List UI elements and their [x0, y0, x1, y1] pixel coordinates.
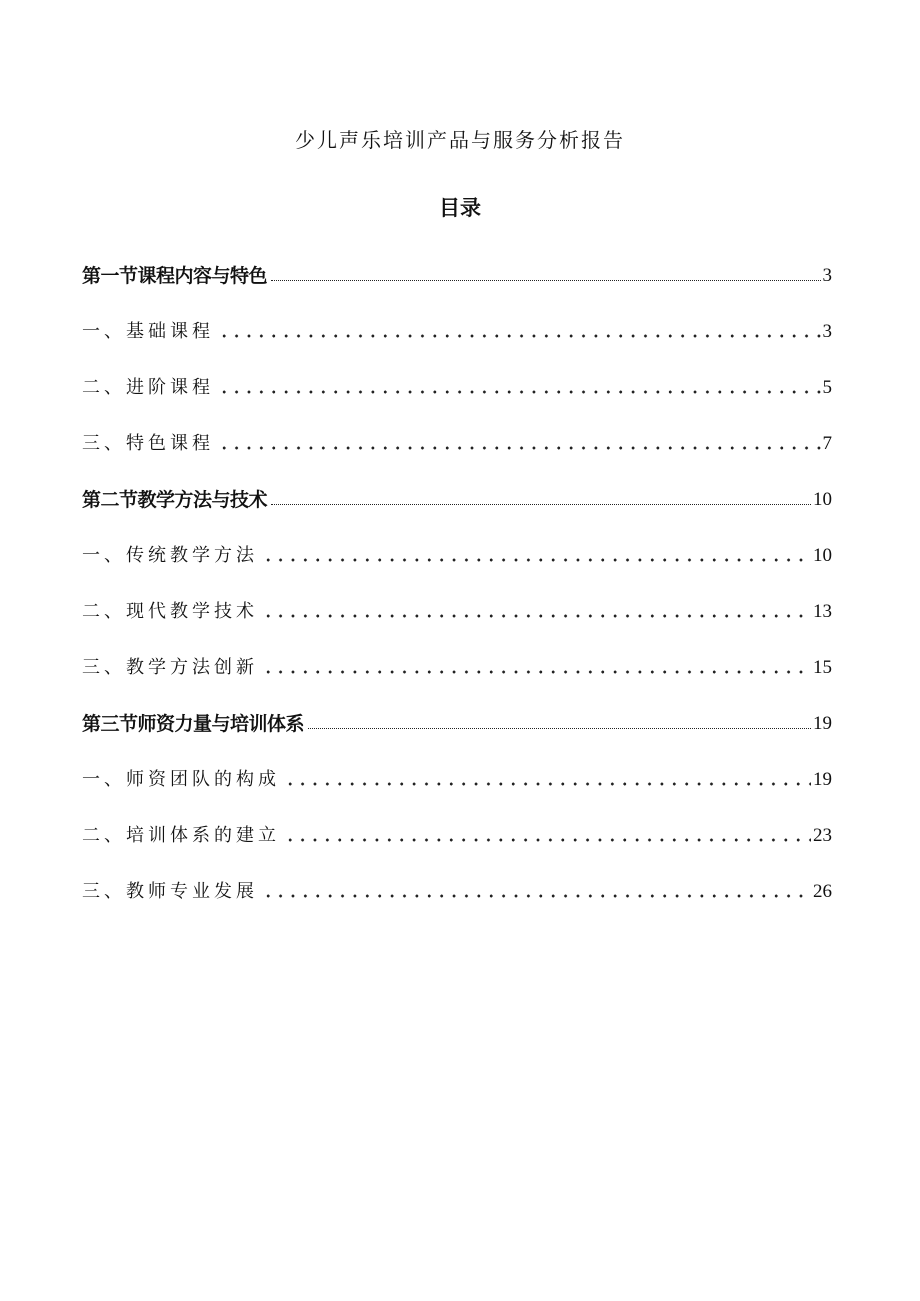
- toc-entry-label: 二、现代教学技术: [82, 601, 258, 622]
- toc-section-entry[interactable]: [82, 252, 832, 288]
- dot-leader: [262, 557, 811, 563]
- dot-leader: [262, 893, 811, 899]
- toc-entry-label: 三、教师专业发展: [82, 881, 258, 902]
- dot-leader: [262, 613, 811, 619]
- dot-leader: [218, 333, 821, 339]
- dot-leader: [262, 669, 811, 675]
- dot-leader: [218, 445, 821, 451]
- dot-leader: [284, 781, 811, 787]
- toc-entry-label: 第三节师资力量与培训体系: [82, 713, 305, 735]
- dot-leader: [284, 837, 811, 843]
- toc-page-number: 5: [822, 377, 832, 398]
- toc-entry-label: 一、基础课程: [82, 321, 214, 342]
- toc-entry-label: 第一节课程内容与特色: [82, 265, 268, 287]
- document-title: 少儿声乐培训产品与服务分析报告: [295, 128, 625, 152]
- toc-entry-label: 三、教学方法创新: [82, 657, 258, 678]
- toc-subsection-entry[interactable]: [82, 588, 832, 624]
- toc-entry-label: 一、师资团队的构成: [82, 769, 280, 790]
- toc-subsection-entry[interactable]: [82, 644, 832, 680]
- toc-heading: 目录: [439, 196, 481, 220]
- toc-subsection-entry[interactable]: [82, 868, 832, 904]
- toc-subsection-entry[interactable]: [82, 812, 832, 848]
- toc-entry-label: 三、特色课程: [82, 433, 214, 454]
- toc-page-number: 26: [813, 881, 832, 902]
- dot-leader: [218, 389, 821, 395]
- toc-subsection-entry[interactable]: [82, 532, 832, 568]
- toc-page-number: 10: [813, 489, 832, 510]
- toc-entry-label: 二、培训体系的建立: [82, 825, 280, 846]
- dot-leader: [271, 270, 820, 281]
- toc-subsection-entry[interactable]: [82, 308, 832, 344]
- toc-page-number: 3: [822, 265, 832, 286]
- dot-leader: [271, 494, 811, 505]
- toc-entry-label: 第二节教学方法与技术: [82, 489, 268, 511]
- toc-section-entry[interactable]: [82, 476, 832, 512]
- table-of-contents: [82, 252, 832, 924]
- toc-subsection-entry[interactable]: [82, 364, 832, 400]
- toc-subsection-entry[interactable]: [82, 420, 832, 456]
- toc-entry-label: 二、进阶课程: [82, 377, 214, 398]
- toc-page-number: 13: [813, 601, 832, 622]
- toc-section-entry[interactable]: [82, 700, 832, 736]
- toc-page-number: 19: [813, 769, 832, 790]
- toc-page-number: 3: [822, 321, 832, 342]
- toc-page-number: 19: [813, 713, 832, 734]
- toc-page-number: 10: [813, 545, 832, 566]
- toc-page-number: 23: [813, 825, 832, 846]
- toc-entry-label: 一、传统教学方法: [82, 545, 258, 566]
- toc-page-number: 15: [813, 657, 832, 678]
- toc-subsection-entry[interactable]: [82, 756, 832, 792]
- dot-leader: [308, 718, 811, 729]
- toc-page-number: 7: [822, 433, 832, 454]
